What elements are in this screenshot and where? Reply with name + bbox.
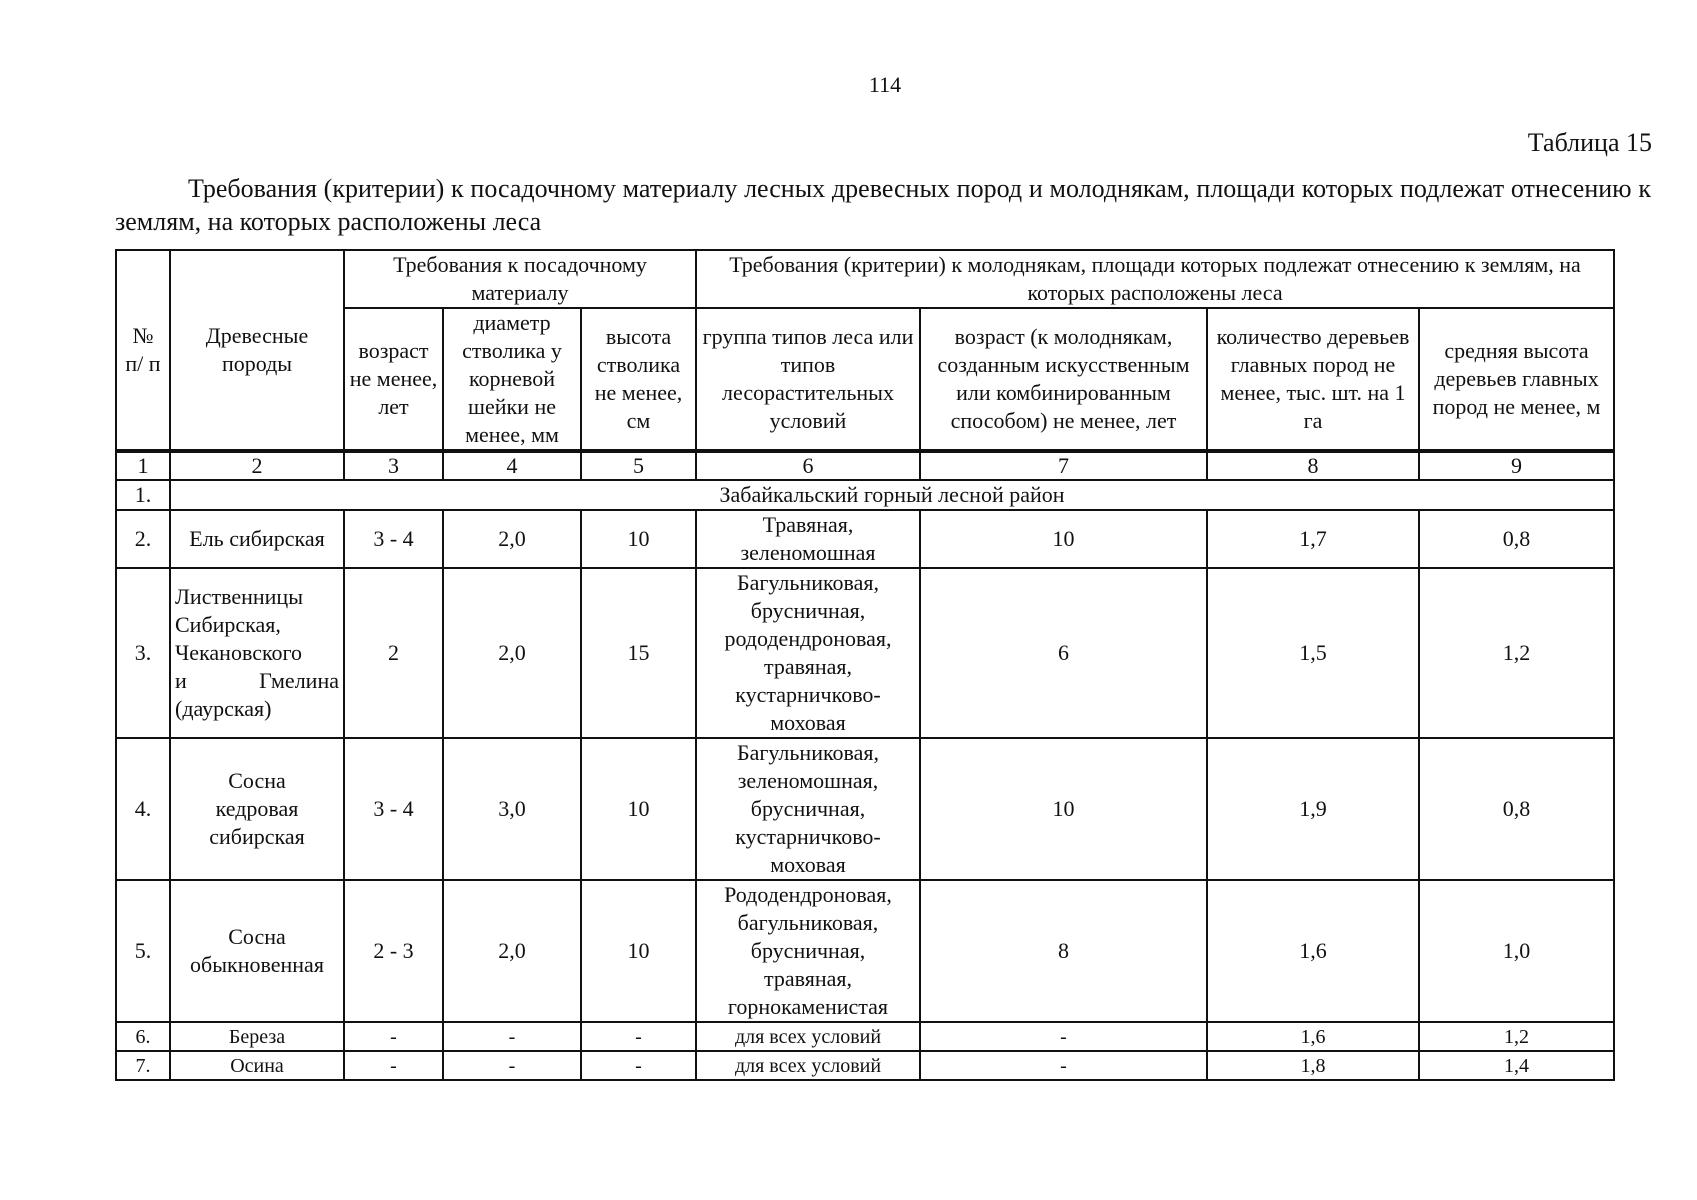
tree-count-cell: 1,6 [1207,1022,1419,1051]
species-line: Сибирская, [175,612,281,637]
header-age: возраст не менее, лет [344,308,443,451]
species-cell [170,738,344,880]
species-line: Сосна [228,924,286,949]
species-line: сибирская [209,824,305,849]
header-num: № п/ п [116,250,170,451]
column-number: 7 [920,451,1207,480]
column-number: 6 [696,451,920,480]
header-young-age: возраст (к молоднякам, созданным искусственным или комбинированным способом) не менее, лет [920,308,1207,451]
condition-line: моховая [770,852,846,877]
row-num: 6. [116,1022,170,1051]
conditions-cell [696,738,920,880]
header-row-1 [116,250,1614,308]
age-cell: - [344,1051,443,1080]
mean-height-cell: 1,2 [1419,1022,1614,1051]
species-cell: Ель сибирская [170,510,344,568]
row-num: 7. [116,1051,170,1080]
page-number: 114 [868,72,902,97]
row-num: 3. [116,568,170,738]
young-age-cell: 10 [920,738,1207,880]
condition-line: Багульниковая, [736,740,880,765]
mean-height-cell: 1,0 [1419,880,1614,1022]
species-line: Чекановского [175,640,303,665]
header-forest-type: группа типов леса или типов лесорастительных условий [696,308,920,451]
young-age-cell: 10 [920,510,1207,568]
condition-line: моховая [770,710,846,735]
tree-count-cell: 1,9 [1207,738,1419,880]
mean-height-cell: 0,8 [1419,510,1614,568]
condition-line: Багульниковая, [736,570,880,595]
young-age-cell: - [920,1022,1207,1051]
condition-line: рододендроновая, [724,626,892,651]
column-number: 9 [1419,451,1614,480]
column-number: 1 [116,451,170,480]
condition-line: кустарничково- [735,824,881,849]
condition-line: Травяная, [762,512,854,537]
condition-line: горнокаменистая [727,994,889,1019]
age-cell: 3 - 4 [344,510,443,568]
tree-count-cell: 1,6 [1207,880,1419,1022]
tree-count-cell: 1,8 [1207,1051,1419,1080]
diameter-cell: - [443,1022,581,1051]
tree-count-cell: 1,5 [1207,568,1419,738]
column-number: 4 [443,451,581,480]
species-cell: Осина [170,1051,344,1080]
header-mean-height: средняя высота деревьев главных пород не менее, м [1419,308,1614,451]
region-row [116,480,1614,510]
species-cell [170,880,344,1022]
condition-line: зеленомошная, [737,768,879,793]
region-name: Забайкальский горный лесной район [170,480,1614,510]
height-cell: 10 [581,738,696,880]
age-cell: 2 [344,568,443,738]
column-number: 5 [581,451,696,480]
species-line: обыкновенная [190,952,324,977]
condition-line: травяная, [763,966,853,991]
condition-line: брусничная, [750,938,866,963]
conditions-cell: для всех условий [696,1022,920,1051]
table-row [116,1051,1614,1080]
species-line: Сосна [228,768,286,793]
diameter-cell: 2,0 [443,510,581,568]
row-num: 2. [116,510,170,568]
column-number: 8 [1207,451,1419,480]
condition-line: багульниковая, [737,910,879,935]
table-title: Требования (критерии) к посадочному материалу лесных древесных пород и молоднякам, площади которых подлежат отнесению к землям, на которых расположены леса [115,174,1651,236]
header-young-stands: Требования (критерии) к молоднякам, площади которых подлежат отнесению к землям, на которых расположены леса [696,250,1614,308]
condition-line: кустарничково- [735,682,881,707]
tree-count-cell: 1,7 [1207,510,1419,568]
species-line: Лиственницы [175,584,303,609]
mean-height-cell: 1,2 [1419,568,1614,738]
diameter-cell: - [443,1051,581,1080]
height-cell: - [581,1051,696,1080]
region-num: 1. [116,480,170,510]
young-age-cell: 6 [920,568,1207,738]
table-row [116,568,1614,738]
condition-line: брусничная, [750,598,866,623]
age-cell: 2 - 3 [344,880,443,1022]
height-cell: 15 [581,568,696,738]
species-cell: Береза [170,1022,344,1051]
header-planting-material: Требования к посадочному материалу [344,250,696,308]
header-species: Древесные породы [170,250,344,451]
column-number: 3 [344,451,443,480]
conditions-cell [696,880,920,1022]
condition-line: зеленомошная [740,540,876,565]
row-num: 4. [116,738,170,880]
diameter-cell: 3,0 [443,738,581,880]
height-cell: 10 [581,880,696,1022]
mean-height-cell: 1,4 [1419,1051,1614,1080]
age-cell: 3 - 4 [344,738,443,880]
table-number: Таблица 15 [1527,128,1652,157]
young-age-cell: 8 [920,880,1207,1022]
species-line: кедровая [215,796,299,821]
height-cell: - [581,1022,696,1051]
condition-line: брусничная, [750,796,866,821]
diameter-cell: 2,0 [443,880,581,1022]
header-diameter: диаметр стволика у корневой шейки не менее, мм [443,308,581,451]
young-age-cell: - [920,1051,1207,1080]
row-num: 5. [116,880,170,1022]
species-line: и Гмелина [175,668,339,693]
header-height: высота стволика не менее, см [581,308,696,451]
height-cell: 10 [581,510,696,568]
table-row [116,738,1614,880]
table-row [116,880,1614,1022]
species-cell [170,568,344,738]
species-line: (даурская) [175,696,272,721]
mean-height-cell: 0,8 [1419,738,1614,880]
conditions-cell: для всех условий [696,1051,920,1080]
column-number-row [116,451,1614,480]
condition-line: травяная, [763,654,853,679]
column-number: 2 [170,451,344,480]
criteria-table [115,249,1615,1081]
table-row [116,1022,1614,1051]
table-row [116,510,1614,568]
diameter-cell: 2,0 [443,568,581,738]
conditions-cell [696,510,920,568]
condition-line: Рододендроновая, [724,882,892,907]
age-cell: - [344,1022,443,1051]
conditions-cell [696,568,920,738]
header-tree-count: количество деревьев главных пород не менее, тыс. шт. на 1 га [1207,308,1419,451]
